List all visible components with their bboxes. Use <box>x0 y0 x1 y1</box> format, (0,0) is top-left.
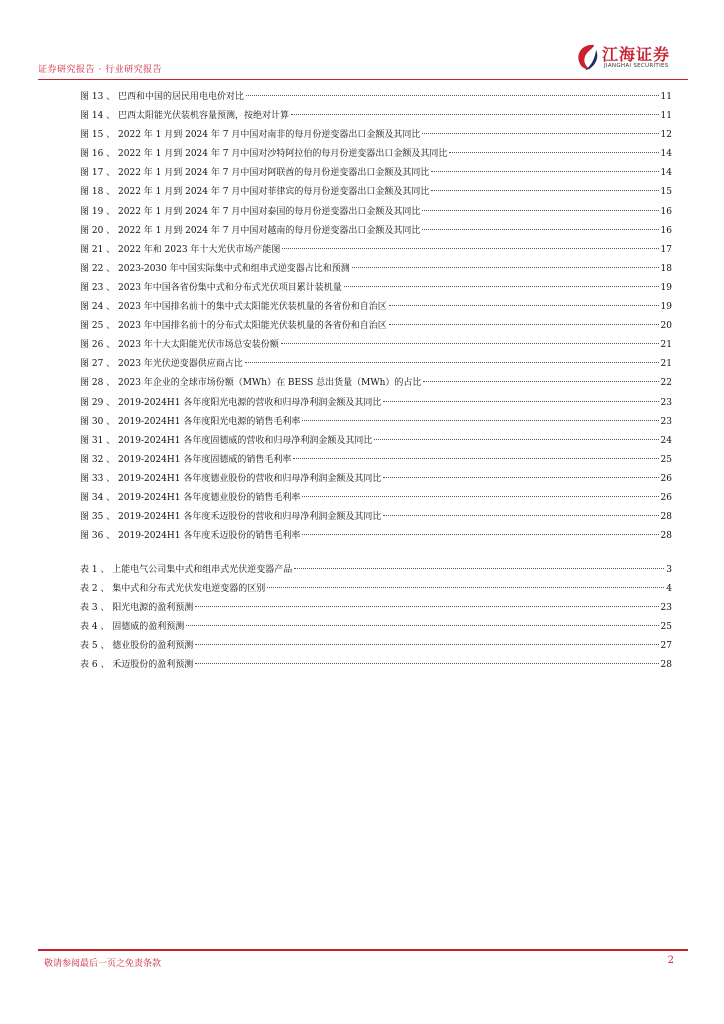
figure-entry-page: 20 <box>660 321 672 332</box>
dot-leader <box>195 632 658 645</box>
figure-entry-label: 图 26 、 2023 年十大太阳能光伏市场总安装份额 <box>80 340 279 351</box>
dot-leader <box>422 121 658 134</box>
dot-leader <box>195 651 658 664</box>
figure-entry-label: 图 19 、 2022 年 1 月到 2024 年 7 月中国对泰国的每月份逆变器出口金额及其同比 <box>80 206 421 217</box>
disclaimer-note: 敬请参阅最后一页之免责条款 <box>44 959 162 969</box>
dot-leader <box>291 102 659 115</box>
figure-entry-label: 图 23 、 2023 年中国各省份集中式和分布式光伏项目累计装机量 <box>80 282 342 293</box>
table-entry-page: 28 <box>660 660 672 671</box>
figure-entry-label: 图 29 、 2019-2024H1 各年度阳光电源的营收和归母净利润金额及其同比 <box>80 397 382 408</box>
dot-leader <box>352 255 659 268</box>
dot-leader <box>282 236 658 249</box>
figure-entry-page: 26 <box>660 473 672 484</box>
dot-leader <box>186 613 658 626</box>
figure-entry-label: 图 21 、 2022 年和 2023 年十大光伏市场产能图 <box>80 244 281 255</box>
dot-leader <box>374 427 658 440</box>
figure-entry-label: 图 25 、 2023 年中国排名前十的分布式太阳能光伏装机量的各省份和自治区 <box>80 321 387 332</box>
figure-entry-page: 21 <box>660 340 672 351</box>
figure-entry-label: 图 22 、 2023-2030 年中国实际集中式和组串式逆变器占比和预测 <box>80 263 350 274</box>
logo-name-cn: 江海证券 <box>602 45 671 64</box>
dot-leader <box>389 312 659 325</box>
figure-entry-page: 23 <box>660 397 672 408</box>
figure-entry-label: 图 34 、 2019-2024H1 各年度德业股份的销售毛利率 <box>80 492 301 503</box>
dot-leader <box>302 408 658 421</box>
dot-leader <box>422 198 658 211</box>
figure-index <box>80 86 672 544</box>
dot-leader <box>195 594 658 607</box>
figure-entry-label: 图 24 、 2023 年中国排名前十的集中式太阳能光伏装机量的各省份和自治区 <box>80 302 387 313</box>
report-category: 证券研究报告 · 行业研究报告 <box>38 65 163 75</box>
table-entry-page: 4 <box>666 584 672 595</box>
dot-leader <box>383 465 658 478</box>
table-entry[interactable] <box>80 654 672 673</box>
header-divider <box>38 79 688 81</box>
figure-entry-label: 图 17 、 2022 年 1 月到 2024 年 7 月中国对阿联酋的每月份逆变器出口金额及其同比 <box>80 168 430 179</box>
figure-entry-page: 24 <box>660 435 672 446</box>
dot-leader <box>431 159 658 172</box>
dot-leader <box>449 140 658 153</box>
figure-entry-label: 图 27 、 2023 年光伏逆变器供应商占比 <box>80 359 243 370</box>
figure-entry[interactable] <box>80 525 672 544</box>
figure-entry-label: 图 31 、 2019-2024H1 各年度固德威的营收和归母净利润金额及其同比 <box>80 435 373 446</box>
figure-entry-page: 19 <box>660 302 672 313</box>
figure-entry-label: 图 20 、 2022 年 1 月到 2024 年 7 月中国对越南的每月份逆变器出口金额及其同比 <box>80 225 421 236</box>
logo-swirl-icon <box>574 42 600 72</box>
figure-entry-label: 图 16 、 2022 年 1 月到 2024 年 7 月中国对沙特阿拉伯的每月份逆变器出口金额及其同比 <box>80 149 448 160</box>
table-entry-page: 3 <box>666 565 672 575</box>
figure-entry-page: 21 <box>660 359 672 370</box>
figure-entry-page: 14 <box>660 149 672 160</box>
figure-entry-page: 22 <box>660 378 672 389</box>
table-entry-label: 表 6 、 禾迈股份的盈利预测 <box>80 660 194 671</box>
figure-entry-page: 16 <box>660 225 672 236</box>
figure-entry-page: 17 <box>660 244 672 255</box>
dot-leader <box>422 217 658 230</box>
dot-leader <box>302 522 658 535</box>
figure-entry-page: 12 <box>660 130 672 141</box>
figure-entry-page: 11 <box>660 92 672 102</box>
table-entry-page: 23 <box>660 603 672 614</box>
dot-leader <box>431 178 658 191</box>
dot-leader <box>389 293 659 306</box>
figure-entry-page: 19 <box>660 282 672 293</box>
figure-entry-page: 15 <box>660 187 672 198</box>
table-entry-page: 27 <box>660 641 672 652</box>
figure-entry-page: 28 <box>660 512 672 523</box>
figure-entry-label: 图 30 、 2019-2024H1 各年度阳光电源的销售毛利率 <box>80 416 301 427</box>
figure-entry-page: 25 <box>660 454 672 465</box>
dot-leader <box>344 274 659 287</box>
table-index <box>80 559 672 674</box>
dot-leader <box>383 389 658 402</box>
dot-leader <box>423 369 658 382</box>
figure-entry-page: 14 <box>660 168 672 179</box>
page-footer <box>38 949 688 969</box>
figure-entry-label: 图 36 、 2019-2024H1 各年度禾迈股份的销售毛利率 <box>80 531 301 542</box>
figure-entry-label: 图 32 、 2019-2024H1 各年度固德威的销售毛利率 <box>80 454 292 465</box>
figure-entry-page: 18 <box>660 263 672 274</box>
footer-divider <box>38 949 688 951</box>
figure-entry-label: 图 28 、 2023 年企业的全球市场份额（MWh）在 BESS 总出货量（MWh）的占比 <box>80 378 422 389</box>
figure-entry-label: 图 18 、 2022 年 1 月到 2024 年 7 月中国对菲律宾的每月份逆变器出口金额及其同比 <box>80 187 430 198</box>
table-entry-label: 表 1 、 上能电气公司集中式和组串式光伏逆变器产品 <box>80 565 293 575</box>
figure-entry-page: 11 <box>660 111 672 122</box>
figure-entry-page: 26 <box>660 492 672 503</box>
figure-entry-label: 图 14 、 巴西太阳能光伏装机容量预测，按绝对计算 <box>80 111 290 122</box>
dot-leader <box>383 503 658 516</box>
figure-entry-label: 图 15 、 2022 年 1 月到 2024 年 7 月中国对南非的每月份逆变器出口金额及其同比 <box>80 130 421 141</box>
figure-entry-label: 图 33 、 2019-2024H1 各年度德业股份的营收和归母净利润金额及其同比 <box>80 473 382 484</box>
figure-entry-label: 图 13 、 巴西和中国的居民用电电价对比 <box>80 92 245 102</box>
figure-entry-page: 28 <box>660 531 672 542</box>
table-entry-page: 25 <box>660 622 672 633</box>
dot-leader <box>281 331 659 344</box>
table-entry-label: 表 2 、 集中式和分布式光伏发电逆变器的区别 <box>80 584 266 595</box>
dot-leader <box>302 484 658 497</box>
logo-name-en: JIANGHAI SECURITIES <box>604 63 669 69</box>
dot-leader <box>293 446 658 459</box>
figure-entry-label: 图 35 、 2019-2024H1 各年度禾迈股份的营收和归母净利润金额及其同比 <box>80 512 382 523</box>
dot-leader <box>294 556 664 569</box>
table-entry-label: 表 4 、 固德威的盈利预测 <box>80 622 185 633</box>
dot-leader <box>267 575 664 588</box>
table-entry-label: 表 5 、 德业股份的盈利预测 <box>80 641 194 652</box>
page-number: 2 <box>667 955 674 966</box>
dot-leader <box>245 350 659 363</box>
figure-entry-page: 23 <box>660 416 672 427</box>
company-logo <box>574 38 686 78</box>
table-entry-label: 表 3 、 阳光电源的盈利预测 <box>80 603 194 614</box>
figure-entry-page: 16 <box>660 206 672 217</box>
dot-leader <box>246 83 659 96</box>
page-header <box>38 40 688 80</box>
